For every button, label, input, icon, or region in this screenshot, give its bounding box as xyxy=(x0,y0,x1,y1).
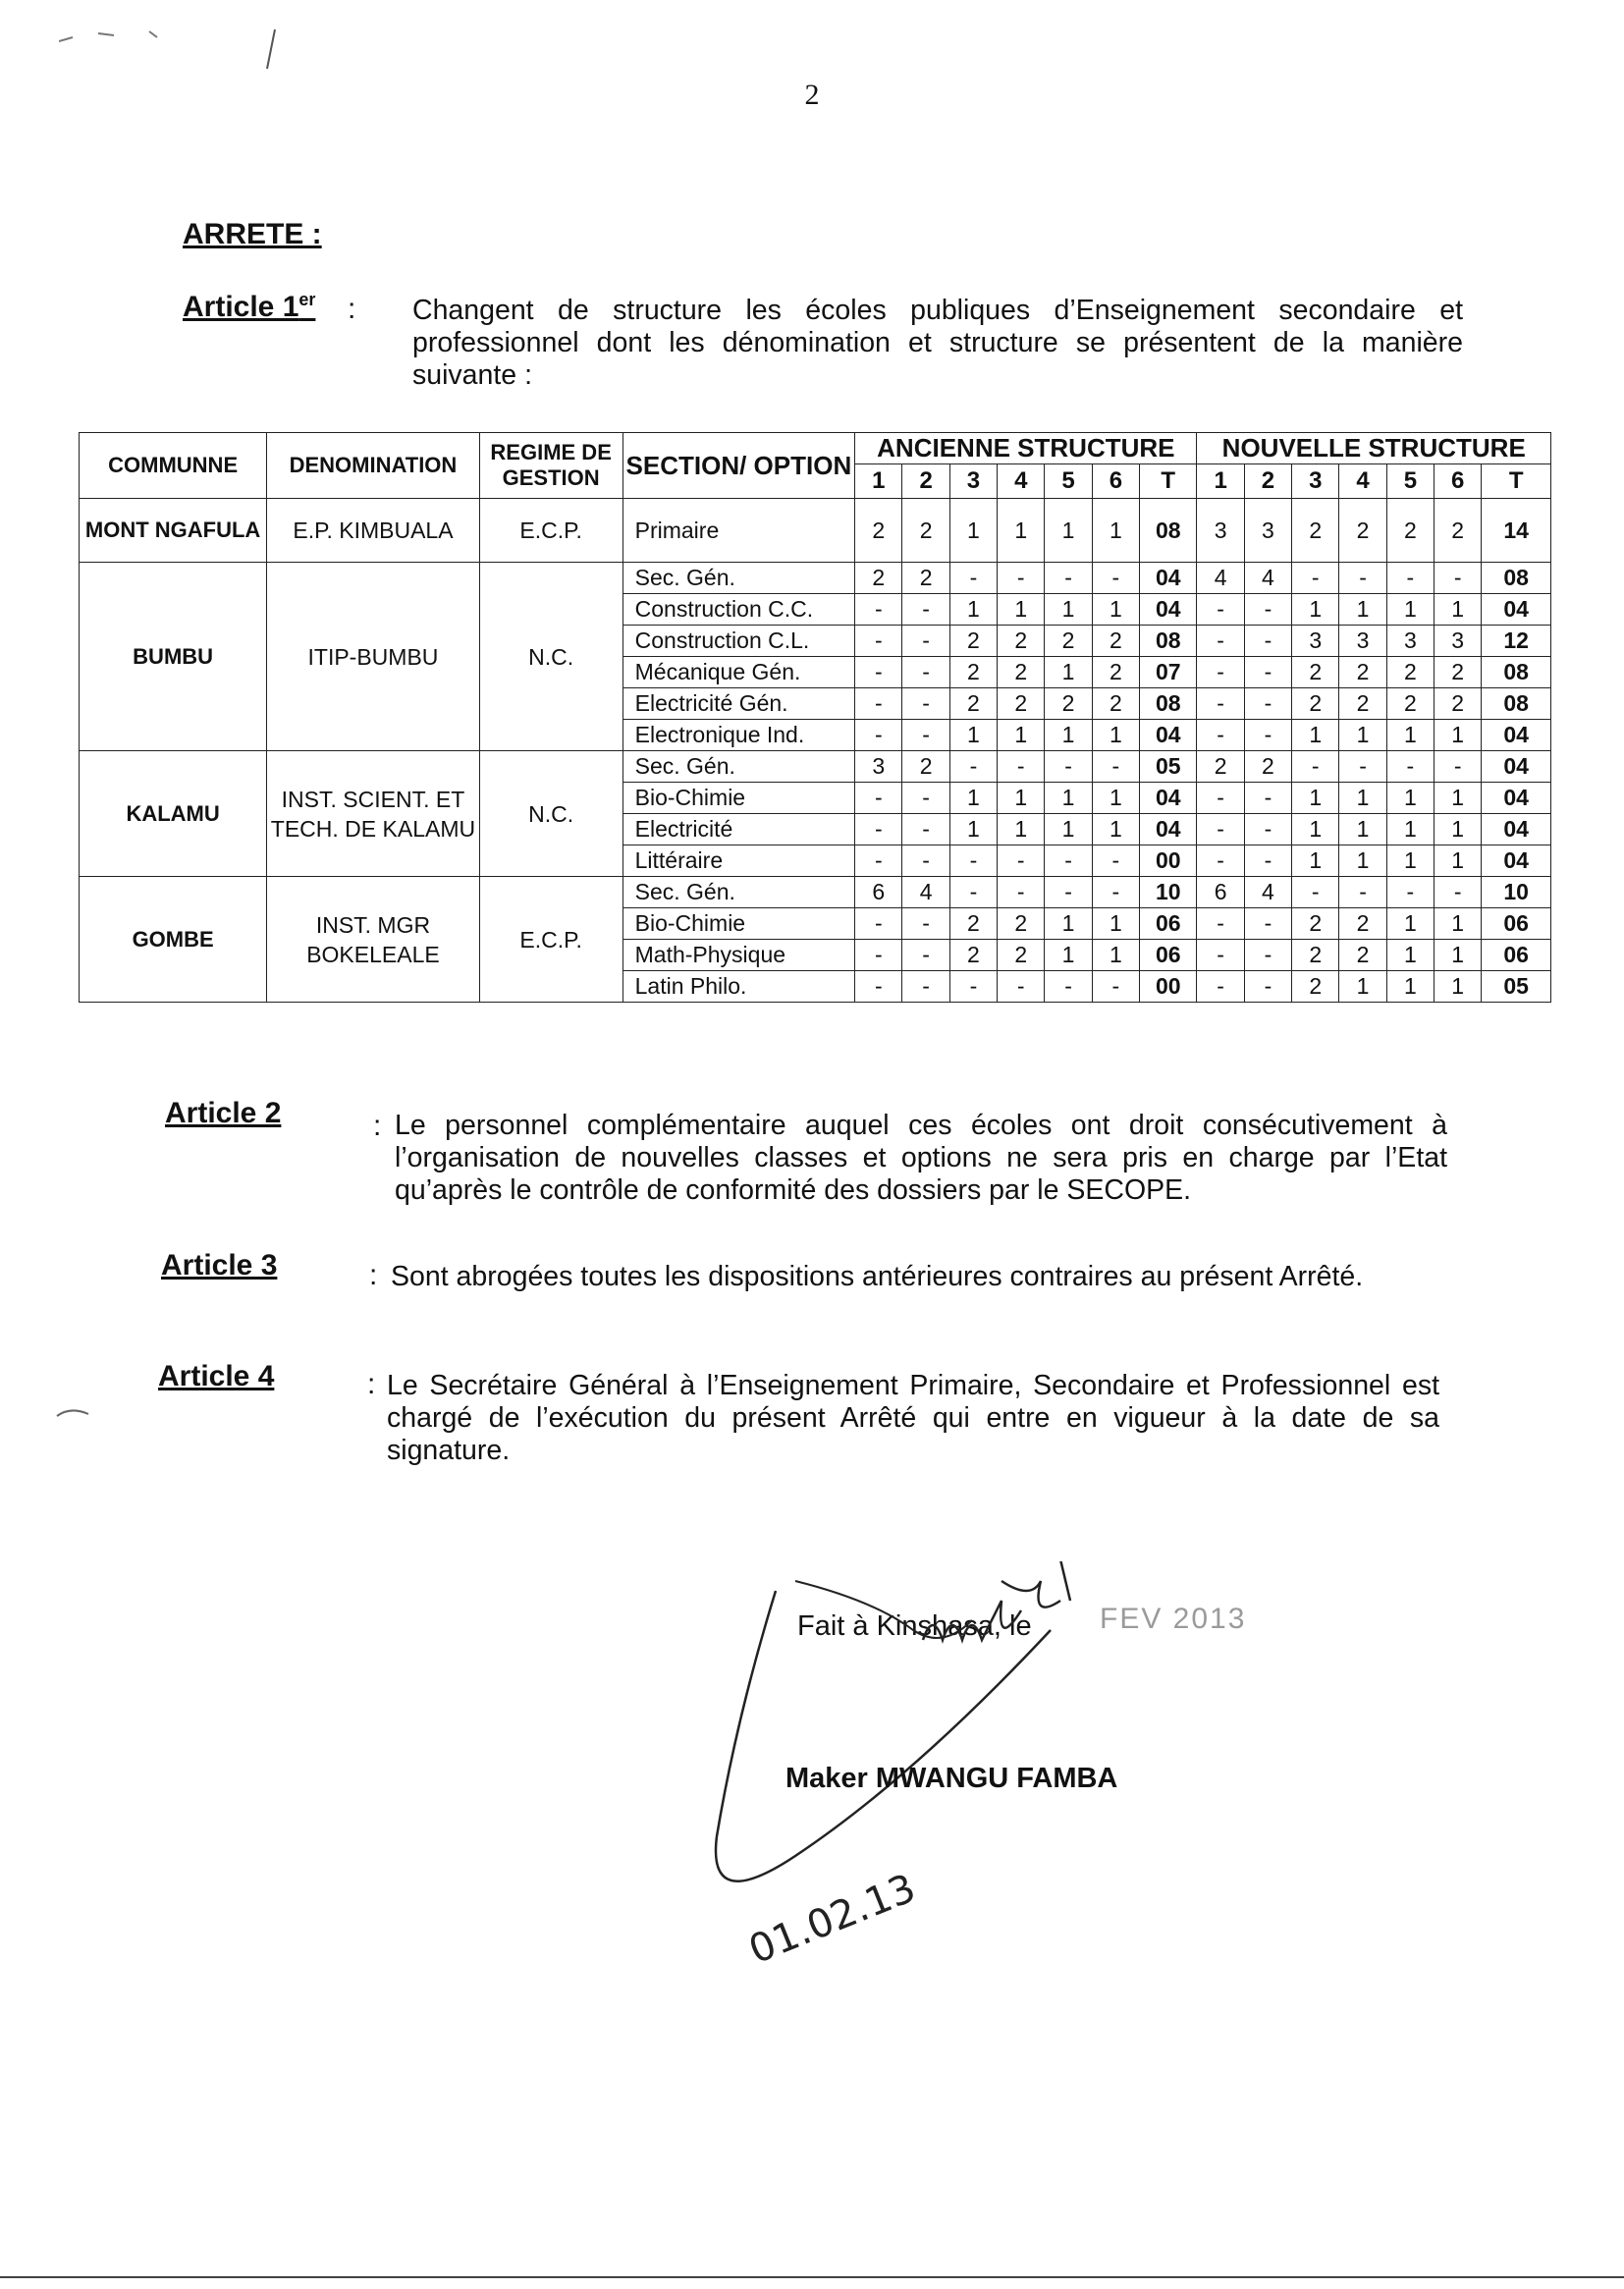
ancienne-value-cell: - xyxy=(855,940,902,971)
nouvelle-value-cell: - xyxy=(1197,814,1244,845)
ancienne-col-header-2: 2 xyxy=(902,464,949,499)
nouvelle-value-cell: 3 xyxy=(1292,626,1339,657)
nouvelle-value-cell: 3 xyxy=(1435,626,1482,657)
nouvelle-value-cell: 4 xyxy=(1197,563,1244,594)
section-option-cell: Construction C.C. xyxy=(623,594,855,626)
nouvelle-value-cell: - xyxy=(1292,751,1339,783)
ancienne-value-cell: - xyxy=(902,626,949,657)
ancienne-value-cell: - xyxy=(1045,751,1092,783)
ancienne-value-cell: 2 xyxy=(855,499,902,563)
nouvelle-value-cell: 10 xyxy=(1482,877,1551,908)
ancienne-value-cell: 2 xyxy=(1092,688,1139,720)
ancienne-value-cell: - xyxy=(902,688,949,720)
nouvelle-value-cell: 1 xyxy=(1339,720,1386,751)
nouvelle-value-cell: 2 xyxy=(1386,657,1434,688)
nouvelle-value-cell: 05 xyxy=(1482,971,1551,1003)
ancienne-value-cell: 00 xyxy=(1140,845,1197,877)
nouvelle-value-cell: 3 xyxy=(1197,499,1244,563)
nouvelle-value-cell: 3 xyxy=(1386,626,1434,657)
commune-cell: BUMBU xyxy=(80,563,267,751)
nouvelle-value-cell: - xyxy=(1339,563,1386,594)
ancienne-value-cell: 1 xyxy=(1045,814,1092,845)
ancienne-value-cell: 06 xyxy=(1140,908,1197,940)
ancienne-value-cell: 1 xyxy=(1092,594,1139,626)
header-regime: REGIME DE GESTION xyxy=(479,433,623,499)
section-option-cell: Primaire xyxy=(623,499,855,563)
ancienne-value-cell: - xyxy=(902,908,949,940)
nouvelle-value-cell: 1 xyxy=(1435,971,1482,1003)
nouvelle-value-cell: - xyxy=(1197,626,1244,657)
nouvelle-value-cell: - xyxy=(1339,877,1386,908)
nouvelle-value-cell: 04 xyxy=(1482,594,1551,626)
ancienne-value-cell: 1 xyxy=(949,594,997,626)
ancienne-value-cell: 1 xyxy=(1092,720,1139,751)
nouvelle-value-cell: 04 xyxy=(1482,720,1551,751)
ancienne-value-cell: - xyxy=(949,971,997,1003)
structure-table xyxy=(79,432,1551,1003)
ancienne-value-cell: - xyxy=(902,845,949,877)
nouvelle-value-cell: - xyxy=(1244,971,1291,1003)
ancienne-value-cell: 2 xyxy=(1045,688,1092,720)
nouvelle-value-cell: 2 xyxy=(1244,751,1291,783)
nouvelle-value-cell: 1 xyxy=(1339,971,1386,1003)
nouvelle-value-cell: 12 xyxy=(1482,626,1551,657)
nouvelle-value-cell: - xyxy=(1197,594,1244,626)
ancienne-value-cell: - xyxy=(1045,845,1092,877)
ancienne-value-cell: - xyxy=(998,751,1045,783)
nouvelle-value-cell: - xyxy=(1244,783,1291,814)
nouvelle-value-cell: - xyxy=(1292,563,1339,594)
ancienne-value-cell: 06 xyxy=(1140,940,1197,971)
ancienne-value-cell: - xyxy=(949,751,997,783)
nouvelle-value-cell: 2 xyxy=(1386,499,1434,563)
table-row xyxy=(80,499,1551,563)
page-bottom-edge xyxy=(0,2276,1624,2278)
ancienne-value-cell: 08 xyxy=(1140,499,1197,563)
nouvelle-value-cell: - xyxy=(1386,563,1434,594)
ancienne-value-cell: 2 xyxy=(902,751,949,783)
nouvelle-value-cell: - xyxy=(1244,626,1291,657)
ancienne-value-cell: 1 xyxy=(949,783,997,814)
ancienne-value-cell: 1 xyxy=(1045,783,1092,814)
ancienne-value-cell: - xyxy=(855,688,902,720)
section-option-cell: Sec. Gén. xyxy=(623,751,855,783)
section-option-cell: Electricité xyxy=(623,814,855,845)
ancienne-value-cell: 2 xyxy=(1092,657,1139,688)
denomination-cell: INST. MGR BOKELEALE xyxy=(267,877,479,1003)
regime-cell: E.C.P. xyxy=(479,877,623,1003)
section-option-cell: Sec. Gén. xyxy=(623,563,855,594)
ancienne-value-cell: 1 xyxy=(1045,499,1092,563)
ancienne-col-header-4: 4 xyxy=(998,464,1045,499)
section-option-cell: Bio-Chimie xyxy=(623,783,855,814)
article-4-colon: : xyxy=(367,1368,376,1400)
nouvelle-value-cell: 2 xyxy=(1339,499,1386,563)
nouvelle-value-cell: - xyxy=(1244,594,1291,626)
nouvelle-value-cell: 2 xyxy=(1435,688,1482,720)
nouvelle-value-cell: 1 xyxy=(1386,940,1434,971)
ancienne-value-cell: 1 xyxy=(1045,657,1092,688)
nouvelle-value-cell: - xyxy=(1244,908,1291,940)
ancienne-value-cell: - xyxy=(1092,877,1139,908)
nouvelle-value-cell: - xyxy=(1244,720,1291,751)
ancienne-value-cell: 08 xyxy=(1140,688,1197,720)
article-4-label: Article 4 xyxy=(158,1360,275,1392)
regime-cell: E.C.P. xyxy=(479,499,623,563)
section-option-cell: Littéraire xyxy=(623,845,855,877)
ancienne-value-cell: 1 xyxy=(949,720,997,751)
ancienne-value-cell: 1 xyxy=(1045,594,1092,626)
nouvelle-value-cell: 04 xyxy=(1482,751,1551,783)
nouvelle-value-cell: - xyxy=(1292,877,1339,908)
ancienne-value-cell: - xyxy=(855,971,902,1003)
ancienne-value-cell: 1 xyxy=(998,783,1045,814)
nouvelle-value-cell: 2 xyxy=(1435,499,1482,563)
nouvelle-value-cell: 2 xyxy=(1292,971,1339,1003)
nouvelle-value-cell: - xyxy=(1197,720,1244,751)
nouvelle-value-cell: 2 xyxy=(1292,908,1339,940)
ancienne-value-cell: 2 xyxy=(949,657,997,688)
nouvelle-value-cell: 1 xyxy=(1386,971,1434,1003)
ancienne-value-cell: 04 xyxy=(1140,594,1197,626)
ancienne-value-cell: 05 xyxy=(1140,751,1197,783)
ancienne-value-cell: 6 xyxy=(855,877,902,908)
nouvelle-value-cell: 1 xyxy=(1292,720,1339,751)
ancienne-value-cell: 1 xyxy=(1092,908,1139,940)
nouvelle-value-cell: 2 xyxy=(1339,940,1386,971)
nouvelle-value-cell: 1 xyxy=(1292,814,1339,845)
nouvelle-value-cell: 2 xyxy=(1386,688,1434,720)
nouvelle-value-cell: 1 xyxy=(1339,845,1386,877)
denomination-cell: INST. SCIENT. ET TECH. DE KALAMU xyxy=(267,751,479,877)
ancienne-value-cell: 2 xyxy=(949,688,997,720)
ancienne-value-cell: 00 xyxy=(1140,971,1197,1003)
regime-cell: N.C. xyxy=(479,751,623,877)
regime-cell: N.C. xyxy=(479,563,623,751)
section-option-cell: Mécanique Gén. xyxy=(623,657,855,688)
ancienne-value-cell: - xyxy=(1045,971,1092,1003)
ancienne-value-cell: - xyxy=(998,877,1045,908)
page-number: 2 xyxy=(804,79,820,111)
article-4-text: Le Secrétaire Général à l’Enseignement Primaire, Secondaire et Professionnel est chargé de l’exécution du présent Arrêté qui entre en vigueur à la date de sa signature. xyxy=(387,1370,1439,1466)
ancienne-value-cell: 2 xyxy=(998,626,1045,657)
nouvelle-value-cell: 08 xyxy=(1482,657,1551,688)
article-3-colon: : xyxy=(369,1259,378,1291)
nouvelle-value-cell: 4 xyxy=(1244,563,1291,594)
place-and-date: Fait à Kinshasa, le xyxy=(797,1610,1032,1642)
ancienne-value-cell: - xyxy=(998,971,1045,1003)
ancienne-value-cell: - xyxy=(902,720,949,751)
nouvelle-value-cell: 2 xyxy=(1292,499,1339,563)
article-1-colon: : xyxy=(348,293,356,325)
header-section: SECTION/ OPTION xyxy=(623,433,855,499)
article-2-colon: : xyxy=(373,1110,382,1142)
ancienne-value-cell: 1 xyxy=(949,814,997,845)
ancienne-value-cell: 1 xyxy=(998,499,1045,563)
article-3-text: Sont abrogées toutes les dispositions antérieures contraires au présent Arrêté. xyxy=(391,1261,1364,1292)
ancienne-value-cell: - xyxy=(998,563,1045,594)
section-option-cell: Electricité Gén. xyxy=(623,688,855,720)
nouvelle-value-cell: - xyxy=(1244,940,1291,971)
table-row xyxy=(80,877,1551,908)
ancienne-value-cell: 2 xyxy=(855,563,902,594)
nouvelle-col-header-1: 1 xyxy=(1197,464,1244,499)
ancienne-value-cell: 2 xyxy=(998,940,1045,971)
ancienne-value-cell: - xyxy=(902,594,949,626)
header-ancienne-structure: ANCIENNE STRUCTURE xyxy=(855,433,1197,464)
nouvelle-value-cell: - xyxy=(1435,563,1482,594)
date-stamp: FEV 2013 xyxy=(1100,1603,1247,1635)
nouvelle-value-cell: 1 xyxy=(1386,845,1434,877)
section-option-cell: Math-Physique xyxy=(623,940,855,971)
ancienne-value-cell: - xyxy=(902,971,949,1003)
ancienne-value-cell: 2 xyxy=(902,563,949,594)
ancienne-value-cell: 1 xyxy=(998,814,1045,845)
ancienne-col-header-t: T xyxy=(1140,464,1197,499)
nouvelle-value-cell: - xyxy=(1197,657,1244,688)
ancienne-value-cell: 4 xyxy=(902,877,949,908)
section-option-cell: Construction C.L. xyxy=(623,626,855,657)
nouvelle-value-cell: 1 xyxy=(1339,814,1386,845)
ancienne-value-cell: - xyxy=(855,657,902,688)
scan-marks xyxy=(59,20,295,88)
signer-name: Maker MWANGU FAMBA xyxy=(785,1763,1118,1794)
ancienne-value-cell: - xyxy=(1092,751,1139,783)
nouvelle-value-cell: 04 xyxy=(1482,814,1551,845)
nouvelle-value-cell: 2 xyxy=(1197,751,1244,783)
header-commune: COMMUNNE xyxy=(80,433,267,499)
nouvelle-value-cell: 6 xyxy=(1197,877,1244,908)
ancienne-col-header-3: 3 xyxy=(949,464,997,499)
ancienne-value-cell: 1 xyxy=(1092,814,1139,845)
ancienne-value-cell: 2 xyxy=(949,940,997,971)
decree-heading: ARRETE : xyxy=(183,218,322,250)
ancienne-value-cell: 1 xyxy=(949,499,997,563)
nouvelle-value-cell: - xyxy=(1435,751,1482,783)
ancienne-value-cell: 10 xyxy=(1140,877,1197,908)
ancienne-value-cell: - xyxy=(855,783,902,814)
nouvelle-value-cell: - xyxy=(1244,845,1291,877)
nouvelle-value-cell: - xyxy=(1386,877,1434,908)
ancienne-value-cell: 07 xyxy=(1140,657,1197,688)
ancienne-value-cell: 04 xyxy=(1140,720,1197,751)
nouvelle-value-cell: - xyxy=(1197,783,1244,814)
nouvelle-value-cell: 1 xyxy=(1386,594,1434,626)
ancienne-value-cell: - xyxy=(1045,877,1092,908)
ancienne-value-cell: 04 xyxy=(1140,783,1197,814)
ancienne-col-header-1: 1 xyxy=(855,464,902,499)
ancienne-value-cell: 2 xyxy=(1045,626,1092,657)
nouvelle-col-header-3: 3 xyxy=(1292,464,1339,499)
commune-cell: GOMBE xyxy=(80,877,267,1003)
ancienne-value-cell: - xyxy=(855,845,902,877)
nouvelle-value-cell: 1 xyxy=(1435,940,1482,971)
nouvelle-value-cell: 04 xyxy=(1482,845,1551,877)
ancienne-value-cell: - xyxy=(855,720,902,751)
nouvelle-value-cell: - xyxy=(1197,908,1244,940)
ancienne-value-cell: 04 xyxy=(1140,563,1197,594)
nouvelle-value-cell: - xyxy=(1244,814,1291,845)
nouvelle-value-cell: 06 xyxy=(1482,908,1551,940)
ancienne-value-cell: 1 xyxy=(1045,720,1092,751)
ancienne-value-cell: 1 xyxy=(1045,908,1092,940)
section-option-cell: Latin Philo. xyxy=(623,971,855,1003)
nouvelle-value-cell: - xyxy=(1244,688,1291,720)
nouvelle-value-cell: 2 xyxy=(1292,657,1339,688)
nouvelle-value-cell: 3 xyxy=(1339,626,1386,657)
ancienne-value-cell: - xyxy=(1045,563,1092,594)
header-nouvelle-structure: NOUVELLE STRUCTURE xyxy=(1197,433,1551,464)
ancienne-value-cell: - xyxy=(855,908,902,940)
nouvelle-value-cell: 1 xyxy=(1435,783,1482,814)
ancienne-value-cell: - xyxy=(1092,563,1139,594)
ancienne-col-header-5: 5 xyxy=(1045,464,1092,499)
ancienne-value-cell: - xyxy=(902,940,949,971)
ancienne-value-cell: 2 xyxy=(998,908,1045,940)
ancienne-value-cell: - xyxy=(855,814,902,845)
nouvelle-value-cell: 3 xyxy=(1244,499,1291,563)
nouvelle-value-cell: 2 xyxy=(1292,688,1339,720)
nouvelle-value-cell: 08 xyxy=(1482,563,1551,594)
nouvelle-value-cell: 1 xyxy=(1292,845,1339,877)
commune-cell: MONT NGAFULA xyxy=(80,499,267,563)
commune-cell: KALAMU xyxy=(80,751,267,877)
ancienne-value-cell: 1 xyxy=(1092,940,1139,971)
nouvelle-value-cell: 2 xyxy=(1292,940,1339,971)
ancienne-value-cell: - xyxy=(1092,971,1139,1003)
nouvelle-value-cell: - xyxy=(1197,971,1244,1003)
ancienne-value-cell: - xyxy=(855,594,902,626)
nouvelle-col-header-t: T xyxy=(1482,464,1551,499)
nouvelle-value-cell: 1 xyxy=(1386,908,1434,940)
ancienne-value-cell: 2 xyxy=(949,626,997,657)
ancienne-value-cell: 04 xyxy=(1140,814,1197,845)
ancienne-value-cell: 2 xyxy=(998,688,1045,720)
ancienne-value-cell: - xyxy=(949,877,997,908)
nouvelle-value-cell: 04 xyxy=(1482,783,1551,814)
nouvelle-value-cell: - xyxy=(1197,688,1244,720)
ancienne-col-header-6: 6 xyxy=(1092,464,1139,499)
nouvelle-value-cell: - xyxy=(1339,751,1386,783)
ancienne-value-cell: 2 xyxy=(902,499,949,563)
nouvelle-col-header-5: 5 xyxy=(1386,464,1434,499)
nouvelle-value-cell: 2 xyxy=(1339,657,1386,688)
ancienne-value-cell: - xyxy=(902,783,949,814)
ancienne-value-cell: 2 xyxy=(1092,626,1139,657)
nouvelle-value-cell: 1 xyxy=(1435,845,1482,877)
nouvelle-value-cell: 2 xyxy=(1339,688,1386,720)
denomination-cell: E.P. KIMBUALA xyxy=(267,499,479,563)
section-option-cell: Sec. Gén. xyxy=(623,877,855,908)
nouvelle-value-cell: 1 xyxy=(1386,783,1434,814)
ancienne-value-cell: 08 xyxy=(1140,626,1197,657)
ancienne-value-cell: 1 xyxy=(1045,940,1092,971)
ancienne-value-cell: 2 xyxy=(949,908,997,940)
ancienne-value-cell: - xyxy=(998,845,1045,877)
nouvelle-value-cell: - xyxy=(1197,940,1244,971)
nouvelle-value-cell: 1 xyxy=(1292,783,1339,814)
ancienne-value-cell: - xyxy=(902,657,949,688)
denomination-cell: ITIP-BUMBU xyxy=(267,563,479,751)
nouvelle-col-header-4: 4 xyxy=(1339,464,1386,499)
article-3-label: Article 3 xyxy=(161,1249,278,1281)
nouvelle-value-cell: 1 xyxy=(1435,814,1482,845)
nouvelle-value-cell: 1 xyxy=(1339,783,1386,814)
scan-mark xyxy=(55,1402,94,1422)
section-option-cell: Bio-Chimie xyxy=(623,908,855,940)
nouvelle-value-cell: 2 xyxy=(1435,657,1482,688)
nouvelle-value-cell: 14 xyxy=(1482,499,1551,563)
nouvelle-col-header-6: 6 xyxy=(1435,464,1482,499)
nouvelle-value-cell: - xyxy=(1197,845,1244,877)
ancienne-value-cell: - xyxy=(902,814,949,845)
article-1-text: Changent de structure les écoles publiques d’Enseignement secondaire et professionnel dont les dénomination et structure se présentent de la manière suivante : xyxy=(412,295,1463,391)
nouvelle-value-cell: 2 xyxy=(1339,908,1386,940)
nouvelle-value-cell: 1 xyxy=(1339,594,1386,626)
header-denomination: DENOMINATION xyxy=(267,433,479,499)
ancienne-value-cell: 1 xyxy=(998,594,1045,626)
section-option-cell: Electronique Ind. xyxy=(623,720,855,751)
nouvelle-value-cell: 1 xyxy=(1435,908,1482,940)
ancienne-value-cell: - xyxy=(1092,845,1139,877)
article-1-label: Article 1er xyxy=(183,290,316,323)
nouvelle-value-cell: 1 xyxy=(1435,720,1482,751)
ancienne-value-cell: 2 xyxy=(998,657,1045,688)
nouvelle-value-cell: - xyxy=(1244,657,1291,688)
nouvelle-value-cell: 1 xyxy=(1386,720,1434,751)
nouvelle-value-cell: - xyxy=(1386,751,1434,783)
nouvelle-value-cell: 1 xyxy=(1435,594,1482,626)
table-row xyxy=(80,751,1551,783)
article-2-label: Article 2 xyxy=(165,1097,282,1129)
nouvelle-value-cell: 06 xyxy=(1482,940,1551,971)
nouvelle-value-cell: - xyxy=(1435,877,1482,908)
ancienne-value-cell: - xyxy=(949,845,997,877)
nouvelle-value-cell: 1 xyxy=(1292,594,1339,626)
ancienne-value-cell: - xyxy=(949,563,997,594)
ancienne-value-cell: - xyxy=(855,626,902,657)
article-2-text: Le personnel complémentaire auquel ces écoles ont droit consécutivement à l’organisation de nouvelles classes et options ne sera pris en charge par l’Etat qu’après le contrôle de conformité des dossiers par le SECOPE. xyxy=(395,1110,1447,1206)
ancienne-value-cell: 1 xyxy=(998,720,1045,751)
nouvelle-value-cell: 08 xyxy=(1482,688,1551,720)
nouvelle-value-cell: 1 xyxy=(1386,814,1434,845)
ancienne-value-cell: 3 xyxy=(855,751,902,783)
handwritten-date: 01.02.13 xyxy=(742,1865,922,1974)
ancienne-value-cell: 1 xyxy=(1092,499,1139,563)
nouvelle-col-header-2: 2 xyxy=(1244,464,1291,499)
nouvelle-value-cell: 4 xyxy=(1244,877,1291,908)
ancienne-value-cell: 1 xyxy=(1092,783,1139,814)
table-row xyxy=(80,563,1551,594)
